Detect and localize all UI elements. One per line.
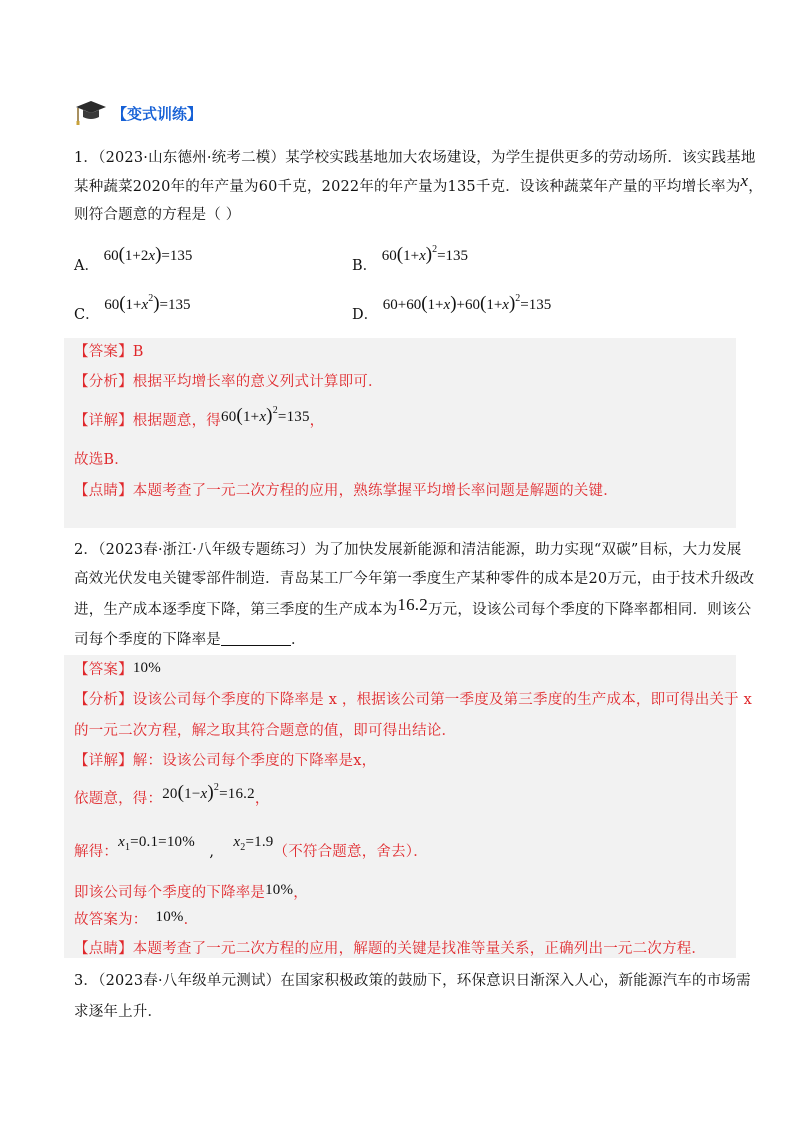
q1-line-2 (74, 171, 763, 197)
q1-answer: 【答案】B (74, 344, 144, 360)
q2-cost-value: 16.2 (397, 595, 428, 614)
q2-analysis-1: 【分析】设该公司每个季度的下降率是 x ，根据该公司第一季度及第三季度的生产成本，即可得出关于 x (74, 692, 752, 708)
q2-detail-2-eq: $20(1-x)^2=16.2$ (162, 782, 255, 803)
q1-line-2-end: ， (748, 179, 763, 195)
q1-line-3: 则符合题意的方程是（ ） (74, 207, 241, 223)
q2-conclusion-value: 10% (265, 882, 294, 898)
q1-detail-end: ， (309, 413, 325, 429)
q2-line-4 (74, 630, 306, 650)
q2-detail-2 (74, 782, 270, 811)
q2-detail-2-end: ， (254, 791, 270, 807)
q1-option-a-label: A． (74, 258, 99, 274)
q2-analysis-2: 的一元二次方程，解之取其符合题意的值，即可得出结论． (74, 723, 457, 739)
q3-line-2: 求逐年上升． (74, 1004, 163, 1020)
q2-conclusion (74, 883, 308, 903)
q1-line-1: 1．（2023·山东德州·统考二模）某学校实践基地加大农场建设，为学生提供更多的劳动场所．该实践基地 (74, 150, 756, 166)
q2-line-4-end: ． (291, 632, 306, 648)
q2-comment: 【点睛】本题考查了一元二次方程的应用，解题的关键是找准等量关系，正确列出一元二次方程． (74, 941, 707, 957)
q1-option-d-label: D． (352, 307, 379, 323)
q2-solve-label: 解得： (74, 844, 119, 860)
q2-detail-2-label: 依题意，得： (74, 791, 163, 807)
q2-line-4-text: 司每个季度的下降率是 (74, 632, 221, 648)
q3-line-1: 3．（2023春·八年级单元测试）在国家积极政策的鼓励下，环保意识日渐深入人心，新能源汽车的市场需 (74, 973, 751, 989)
q1-option-a-eq: 60(1+2x)=135 (103, 244, 193, 265)
q2-final-end: ． (183, 912, 199, 928)
q2-answer-label: 【答案】 (74, 662, 133, 678)
q1-option-c (74, 293, 191, 323)
section-header (74, 98, 202, 128)
q1-option-c-label: C． (74, 307, 100, 323)
q1-option-d-eq: $60+60(1+x)+60(1+x)^2=135$ (382, 293, 552, 314)
q2-line-3-text: 进，生产成本逐季度下降，第三季度的生产成本为 (74, 602, 398, 618)
q1-analysis: 【分析】根据平均增长率的意义列式计算即可． (74, 374, 383, 390)
q2-answer-value: 10% (132, 660, 161, 676)
q2-final-label: 故答案为： (74, 912, 148, 928)
q2-line-3-end: 万元，设该公司每个季度的下降率都相同．则该公 (427, 602, 752, 618)
answer-blank (221, 631, 291, 646)
section-title: 【变式训练】 (112, 104, 203, 123)
q2-line-3 (74, 595, 752, 620)
q1-option-d (352, 293, 552, 323)
q2-solve: 解得：$x_1=0.1=10\%$ , $x_2=1.9$（不符合题意，舍去）． (74, 834, 428, 860)
q2-solve-x1: $x_1=0.1=10\%$ (118, 834, 195, 853)
q1-line-2-text: 某种蔬菜2020年的年产量为60千克，2022年的年产量为135千克．设该种蔬菜年产量的平均增长率为 (74, 179, 741, 195)
q2-conclusion-text: 即该公司每个季度的下降率是 (74, 885, 266, 901)
q2-conclusion-end: ， (293, 885, 308, 901)
q1-var-x: x (740, 171, 749, 190)
q2-line-2: 高效光伏发电关键零部件制造．青岛某工厂今年第一季度生产某种零件的成本是20万元，由于技术升级改 (74, 571, 755, 587)
q1-choose: 故选B． (74, 452, 129, 468)
q2-final-answer (74, 910, 198, 930)
q1-option-b-eq: $60(1+x)^2=135$ (381, 244, 469, 265)
q1-option-b (352, 244, 469, 274)
q1-option-c-eq: $60(1+x^2)=135$ (104, 293, 191, 314)
q2-detail-1: 【详解】解：设该公司每个季度的下降率是x， (74, 753, 377, 769)
q1-comment: 【点睛】本题考查了一元二次方程的应用，熟练掌握平均增长率问题是解题的关键． (74, 483, 618, 499)
q2-solve-x2: $x_2=1.9$ (233, 834, 274, 853)
q2-final-value: 10% (155, 909, 184, 925)
q1-detail (74, 405, 325, 433)
q2-solve-end: （不符合题意，舍去）． (273, 844, 428, 860)
graduation-cap-icon (74, 98, 108, 128)
q1-detail-label: 【详解】根据题意，得 (74, 413, 221, 429)
q2-line-1: 2．（2023春·浙江·八年级专题练习）为了加快发展新能源和清洁能源，助力实现“双碳”目标，大力发展 (74, 542, 742, 558)
q2-answer (74, 660, 161, 680)
q1-option-b-label: B． (352, 258, 378, 274)
q1-option-a (74, 244, 193, 274)
q1-detail-eq: $60(1+x)^2=135$ (221, 405, 310, 426)
